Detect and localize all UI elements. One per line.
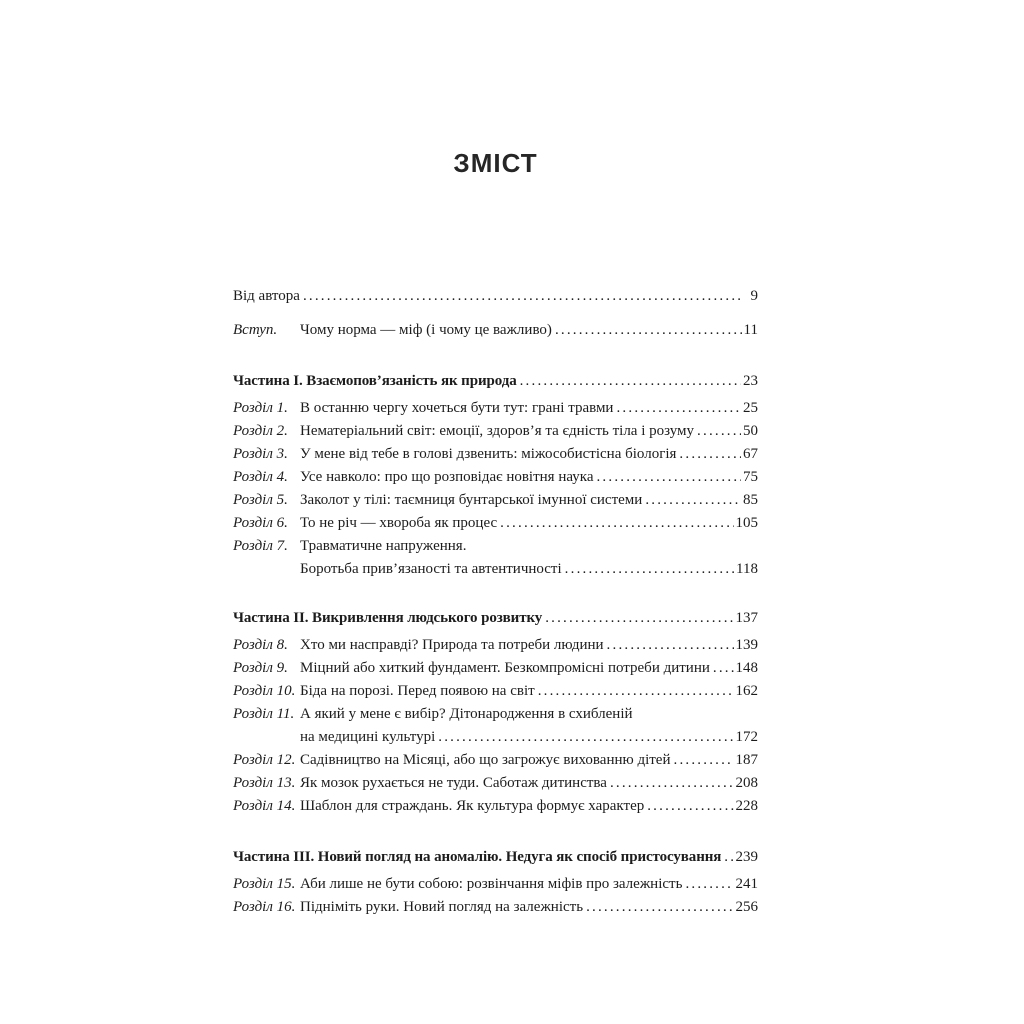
toc-entry [233,873,758,896]
entry-title: А який у мене є вибір? Дітонародження в схибленій [300,706,633,722]
dot-leader [713,657,734,680]
entry-label: Розділ 10. [233,683,296,699]
entry-page: 85 [743,492,758,508]
toc-entry [233,896,758,919]
entry-label: Розділ 7. [233,538,288,554]
dot-leader [610,772,734,795]
entry-title: Заколот у тілі: таємниця бунтарської імунної системи [300,492,643,508]
entry-label: Розділ 9. [233,660,288,676]
entry-title-line2: Боротьба прив’язаності та автентичності [300,561,562,577]
toc-part-heading [233,607,758,630]
entry-page: 50 [743,423,758,439]
toc-entry [233,319,758,342]
entry-label: Розділ 2. [233,423,288,439]
toc-entry [233,703,758,726]
toc-entry [233,749,758,772]
entry-title: Чому норма — міф (і чому це важливо) [300,322,552,338]
toc-entry [233,772,758,795]
entry-label: Розділ 12. [233,752,296,768]
toc-entry [233,512,758,535]
entry-title: В останню чергу хочеться бути тут: грані травми [300,400,614,416]
dot-leader [520,370,741,393]
toc-entry [233,443,758,466]
entry-page: 162 [735,683,758,699]
entry-title: То не річ — хвороба як процес [300,515,498,531]
entry-page: 241 [735,876,758,892]
entry-page: 256 [735,899,758,915]
entry-title-line2: на медицині культурі [300,729,436,745]
entry-label: Розділ 8. [233,637,288,653]
entry-page: 25 [743,400,758,416]
entry-title: Частина III. Новий погляд на аномалію. Недуга як спосіб пристосування [233,849,722,865]
entry-label: Розділ 4. [233,469,288,485]
entry-page: 67 [743,446,758,462]
toc-entry [233,634,758,657]
toc-entry [233,680,758,703]
toc-entry [233,397,758,420]
book-page [233,0,758,919]
toc-entry [233,795,758,818]
entry-label: Розділ 15. [233,876,296,892]
entry-title: Міцний або хиткий фундамент. Безкомпромісні потреби дитини [300,660,710,676]
entry-page: 148 [735,660,758,676]
toc-entry [233,657,758,680]
dot-leader [616,397,741,420]
dot-leader [645,489,741,512]
entry-title: Садівництво на Місяці, або що загрожує вихованню дітей [300,752,671,768]
dot-leader [647,795,733,818]
entry-title: Біда на порозі. Перед появою на світ [300,683,535,699]
entry-label: Розділ 13. [233,775,296,791]
entry-label: Розділ 11. [233,706,295,722]
entry-page: 208 [735,775,758,791]
entry-page: 23 [743,373,758,389]
toc-entry [233,535,758,558]
entry-page: 139 [735,637,758,653]
dot-leader [596,466,741,489]
entry-page: 239 [735,849,758,865]
dot-leader [679,443,741,466]
entry-label: Розділ 14. [233,798,296,814]
entry-title: У мене від тебе в голові дзвенить: міжособистісна біологія [300,446,677,462]
dot-leader [586,896,733,919]
dot-leader [500,512,733,535]
entry-page: 105 [735,515,758,531]
entry-label: Вступ. [233,322,278,338]
entry-label: Розділ 1. [233,400,288,416]
entry-title: Хто ми насправді? Природа та потреби людини [300,637,604,653]
toc-entry [233,466,758,489]
toc-entry [233,489,758,512]
entry-page: 228 [735,798,758,814]
dot-leader [724,846,733,869]
entry-title: Шаблон для страждань. Як культура формує характер [300,798,645,814]
dot-leader [697,420,741,443]
page-title: ЗМІСТ [453,148,538,178]
entry-title: Частина I. Взаємопов’язаність як природа [233,373,517,389]
toc-part-heading [233,370,758,393]
entry-page: 9 [750,288,758,304]
toc-entry [233,420,758,443]
entry-label: Розділ 16. [233,899,296,915]
entry-title: Як мозок рухається не туди. Саботаж дитинства [300,775,607,791]
entry-page: 187 [735,752,758,768]
table-of-contents [233,285,758,919]
toc-entry-continuation [233,726,758,749]
entry-label: Розділ 6. [233,515,288,531]
toc-part-heading [233,846,758,869]
dot-leader [555,319,742,342]
entry-page: 137 [735,610,758,626]
dot-leader [607,634,734,657]
entry-title: Нематеріальний світ: емоції, здоров’я та єдність тіла і розуму [300,423,695,439]
toc-entry [233,285,758,308]
entry-page: 75 [743,469,758,485]
entry-label: Розділ 5. [233,492,288,508]
dot-leader [438,726,733,749]
dot-leader [674,749,734,772]
toc-entry-continuation [233,558,758,581]
dot-leader [538,680,734,703]
entry-title: Аби лише не бути собою: розвінчання міфів про залежність [300,876,683,892]
entry-title: Від автора [233,288,300,304]
entry-title: Підніміть руки. Новий погляд на залежність [300,899,584,915]
dot-leader [565,558,734,581]
dot-leader [303,285,742,308]
entry-page: 172 [735,729,758,745]
entry-title: Усе навколо: про що розповідає новітня наука [300,469,594,485]
entry-title: Травматичне напруження. [300,538,467,554]
entry-page: 118 [736,561,758,577]
dot-leader [685,873,733,896]
entry-title: Частина II. Викривлення людського розвитку [233,610,543,626]
entry-label: Розділ 3. [233,446,288,462]
dot-leader [545,607,733,630]
entry-page: 11 [743,322,758,338]
